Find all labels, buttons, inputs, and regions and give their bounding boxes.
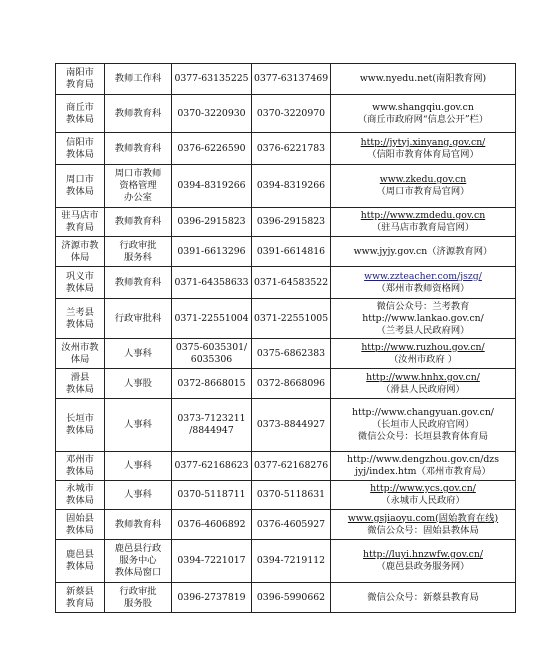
unit-name-text: 教体局 bbox=[66, 318, 94, 330]
unit-name-text: 商丘市 bbox=[66, 101, 94, 113]
department-cell bbox=[105, 583, 172, 613]
website-text: 微信公众号：固始县教体局 bbox=[367, 524, 479, 536]
unit-name-cell bbox=[56, 64, 105, 95]
table-body bbox=[56, 64, 516, 613]
phone-text: 0394-7221017 bbox=[177, 555, 246, 566]
department-cell bbox=[105, 452, 172, 481]
phone-cell bbox=[172, 369, 252, 399]
unit-name-text: 教体局 bbox=[66, 495, 94, 506]
website-text: （鹿邑县政务服务网） bbox=[376, 561, 470, 572]
fax-text: 0377-63137469 bbox=[254, 73, 329, 84]
unit-name-text: 新蔡县 bbox=[66, 585, 94, 597]
fax-text: 0396-5990662 bbox=[256, 591, 326, 603]
website-text: www.nyedu.net(南阳教育网) bbox=[359, 73, 487, 84]
table-row bbox=[56, 208, 516, 237]
website-text: （驻马店市教育局官网） bbox=[371, 222, 475, 233]
department-cell bbox=[105, 237, 172, 267]
fax-cell bbox=[252, 237, 331, 267]
phone-cell bbox=[172, 165, 252, 208]
website-text: http://www.dengzhou.gov.cn/dzs bbox=[347, 454, 499, 465]
fax-text: 0396-2915823 bbox=[256, 216, 326, 227]
website-cell bbox=[331, 540, 516, 583]
website-cell bbox=[331, 64, 516, 95]
unit-name-text: 教育局 bbox=[66, 79, 94, 90]
phone-text: 0372-8668015 bbox=[177, 377, 246, 389]
department-text: 周口市教师 bbox=[114, 168, 162, 179]
website-text: （长垣市人民政府官网） bbox=[371, 419, 475, 430]
website-text: （汝州市政府 ） bbox=[388, 353, 458, 365]
phone-text: 0396-2915823 bbox=[177, 216, 246, 227]
unit-name-text: 教育局 bbox=[66, 597, 94, 609]
website-text: 微信公众号：新蔡县教育局 bbox=[367, 591, 479, 603]
department-text: 教体局窗口 bbox=[114, 567, 162, 578]
phone-cell bbox=[172, 208, 252, 237]
phone-text: 0370-3220930 bbox=[177, 107, 246, 119]
department-text: 人事股 bbox=[124, 377, 152, 389]
table-row bbox=[56, 481, 516, 510]
contact-table bbox=[55, 63, 516, 613]
website-cell bbox=[331, 399, 516, 452]
unit-name-text: 教体局 bbox=[66, 282, 94, 294]
unit-name-cell bbox=[56, 540, 105, 583]
website-link[interactable]: http://www.ycs.gov.cn/ bbox=[370, 483, 476, 494]
phone-text: 0396-2737819 bbox=[177, 591, 246, 603]
fax-cell bbox=[252, 95, 331, 133]
website-text: jyj/index.htm（邓州市教育局） bbox=[355, 466, 491, 477]
table-row bbox=[56, 452, 516, 481]
table-row bbox=[56, 369, 516, 399]
table-row bbox=[56, 95, 516, 133]
unit-name-cell bbox=[56, 95, 105, 133]
unit-name-cell bbox=[56, 237, 105, 267]
unit-name-cell bbox=[56, 267, 105, 299]
website-text: （郑州市教师资格网） bbox=[376, 282, 470, 294]
unit-name-cell bbox=[56, 583, 105, 613]
fax-cell bbox=[252, 165, 331, 208]
fax-cell bbox=[252, 64, 331, 95]
phone-cell bbox=[172, 399, 252, 452]
website-cell bbox=[331, 267, 516, 299]
unit-name-text: 教体局 bbox=[66, 186, 94, 197]
phone-cell bbox=[172, 583, 252, 613]
website-link[interactable]: http://luyi.hnzwfw.gov.cn/ bbox=[362, 549, 483, 560]
department-text: 人事科 bbox=[124, 419, 152, 430]
phone-text: 0371-64358633 bbox=[174, 276, 249, 288]
fax-cell bbox=[252, 133, 331, 165]
unit-name-cell bbox=[56, 510, 105, 540]
website-link[interactable]: http://www.zmdedu.gov.cn bbox=[360, 210, 486, 221]
website-cell bbox=[331, 95, 516, 133]
website-text: 微信公众号：长垣县教育体育局 bbox=[357, 431, 489, 442]
phone-cell bbox=[172, 237, 252, 267]
website-text: （滑县人民政府网） bbox=[381, 383, 465, 395]
unit-name-text: 教体局 bbox=[66, 383, 94, 395]
fax-cell bbox=[252, 510, 331, 540]
department-text: 教师教育科 bbox=[114, 107, 162, 119]
fax-cell bbox=[252, 399, 331, 452]
unit-name-text: 体局 bbox=[70, 353, 90, 365]
department-cell bbox=[105, 208, 172, 237]
department-cell bbox=[105, 64, 172, 95]
website-cell bbox=[331, 208, 516, 237]
fax-text: 0377-62168276 bbox=[254, 460, 329, 471]
unit-name-cell bbox=[56, 339, 105, 369]
website-text: www.shangqiu.gov.cn bbox=[372, 101, 474, 113]
unit-name-text: 鹿邑县 bbox=[66, 549, 94, 560]
website-link[interactable]: www.zkedu.gov.cn bbox=[379, 174, 467, 185]
unit-name-text: 教体局 bbox=[66, 466, 94, 477]
fax-text: 0370-3220970 bbox=[256, 107, 326, 119]
website-text: （兰考县人民政府网） bbox=[376, 324, 470, 336]
fax-text: 0376-6221783 bbox=[256, 142, 326, 154]
phone-cell bbox=[172, 267, 252, 299]
phone-text: 0373-7123211 bbox=[177, 413, 246, 424]
department-cell bbox=[105, 540, 172, 583]
department-cell bbox=[105, 299, 172, 339]
unit-name-text: 周口市 bbox=[66, 174, 94, 185]
website-cell bbox=[331, 452, 516, 481]
unit-name-text: 教体局 bbox=[66, 524, 94, 536]
fax-cell bbox=[252, 369, 331, 399]
phone-cell bbox=[172, 64, 252, 95]
phone-cell bbox=[172, 299, 252, 339]
fax-cell bbox=[252, 208, 331, 237]
unit-name-text: 长垣市 bbox=[66, 413, 94, 424]
table-row bbox=[56, 133, 516, 165]
department-text: 办公室 bbox=[124, 192, 152, 203]
unit-name-text: 教体局 bbox=[66, 148, 94, 160]
phone-text: 0377-63135225 bbox=[174, 73, 249, 84]
department-cell bbox=[105, 95, 172, 133]
fax-text: 0394-8319266 bbox=[256, 180, 326, 191]
website-text: http://www.lankao.gov.cn/ bbox=[362, 312, 484, 324]
fax-text: 0373-8844927 bbox=[256, 419, 326, 430]
unit-name-text: 巩义市 bbox=[66, 270, 94, 282]
department-cell bbox=[105, 133, 172, 165]
department-text: 人事科 bbox=[124, 460, 152, 471]
fax-text: 0371-64583522 bbox=[254, 276, 329, 288]
website-cell bbox=[331, 510, 516, 540]
website-link[interactable]: www.gsjiaoyu.com(固始教育在线) bbox=[347, 512, 499, 524]
website-cell bbox=[331, 481, 516, 510]
phone-cell bbox=[172, 95, 252, 133]
fax-cell bbox=[252, 452, 331, 481]
department-cell bbox=[105, 339, 172, 369]
phone-cell bbox=[172, 481, 252, 510]
department-text: 服务科 bbox=[124, 251, 152, 263]
phone-text: 0377-62168623 bbox=[174, 460, 249, 471]
table-row bbox=[56, 237, 516, 267]
fax-cell bbox=[252, 299, 331, 339]
website-text: http://www.changyuan.gov.cn/ bbox=[352, 407, 494, 418]
department-text: 鹿邑县行政 bbox=[114, 543, 162, 554]
unit-name-cell bbox=[56, 481, 105, 510]
phone-text: 0376-6226590 bbox=[177, 142, 246, 154]
fax-cell bbox=[252, 540, 331, 583]
unit-name-cell bbox=[56, 165, 105, 208]
department-cell bbox=[105, 267, 172, 299]
table-row bbox=[56, 510, 516, 540]
unit-name-text: 固始县 bbox=[66, 512, 94, 524]
phone-text: 6035306 bbox=[190, 353, 233, 365]
table-row bbox=[56, 583, 516, 613]
department-text: 教师教育科 bbox=[114, 216, 162, 227]
unit-name-text: 教体局 bbox=[66, 113, 94, 125]
website-link[interactable]: http://jytyj.xinyang.gov.cn/ bbox=[360, 136, 486, 148]
fax-cell bbox=[252, 267, 331, 299]
department-text: 教师教育科 bbox=[114, 276, 162, 288]
department-text: 教师教育科 bbox=[114, 518, 162, 530]
table-row bbox=[56, 399, 516, 452]
unit-name-text: 济源市教 bbox=[61, 239, 99, 251]
department-text: 行政审批 bbox=[119, 239, 157, 251]
phone-text: 0394-8319266 bbox=[177, 180, 246, 191]
fax-text: 0391-6614816 bbox=[256, 245, 326, 257]
table-row bbox=[56, 339, 516, 369]
department-cell bbox=[105, 481, 172, 510]
phone-cell bbox=[172, 540, 252, 583]
website-text: （周口市教育局官网） bbox=[376, 186, 470, 197]
department-text: 人事科 bbox=[124, 489, 152, 500]
website-text: 微信公众号：兰考教育 bbox=[376, 300, 470, 312]
phone-text: 0375-6035301/ bbox=[175, 341, 248, 353]
department-text: 行政审批科 bbox=[114, 312, 162, 324]
department-text: 行政审批 bbox=[119, 585, 157, 597]
phone-text: /8844947 bbox=[189, 425, 234, 436]
phone-cell bbox=[172, 510, 252, 540]
unit-name-text: 永城市 bbox=[66, 483, 94, 494]
phone-cell bbox=[172, 339, 252, 369]
table-row bbox=[56, 64, 516, 95]
unit-name-cell bbox=[56, 133, 105, 165]
unit-name-cell bbox=[56, 399, 105, 452]
website-link[interactable]: www.zzteacher.com/jszg/ bbox=[364, 270, 482, 282]
department-text: 教师教育科 bbox=[114, 142, 162, 154]
unit-name-text: 体局 bbox=[70, 251, 90, 263]
website-text: （信阳市教育体育局官网） bbox=[367, 148, 479, 160]
fax-cell bbox=[252, 481, 331, 510]
fax-text: 0371-22551005 bbox=[254, 312, 329, 324]
website-cell bbox=[331, 369, 516, 399]
unit-name-cell bbox=[56, 208, 105, 237]
website-cell bbox=[331, 133, 516, 165]
department-text: 服务中心 bbox=[119, 555, 157, 566]
unit-name-text: 滑县 bbox=[70, 371, 90, 383]
fax-text: 0394-7219112 bbox=[256, 555, 326, 566]
unit-name-text: 南阳市 bbox=[66, 67, 94, 78]
phone-cell bbox=[172, 133, 252, 165]
website-text: www.jyjy.gov.cn（济源教育网） bbox=[353, 245, 493, 257]
phone-text: 0391-6613296 bbox=[177, 245, 246, 257]
fax-text: 0372-8668096 bbox=[256, 377, 326, 389]
website-cell bbox=[331, 299, 516, 339]
unit-name-text: 兰考县 bbox=[66, 306, 94, 318]
table-row bbox=[56, 540, 516, 583]
department-text: 人事科 bbox=[124, 347, 152, 359]
fax-cell bbox=[252, 583, 331, 613]
phone-text: 0370-5118711 bbox=[177, 489, 246, 500]
department-cell bbox=[105, 510, 172, 540]
website-link[interactable]: http://www.hnhx.gov.cn/ bbox=[366, 371, 480, 383]
website-cell bbox=[331, 165, 516, 208]
unit-name-text: 教体局 bbox=[66, 561, 94, 572]
unit-name-text: 教体局 bbox=[66, 425, 94, 436]
phone-text: 0371-22551004 bbox=[174, 312, 249, 324]
unit-name-text: 教育局 bbox=[66, 222, 94, 233]
website-cell bbox=[331, 583, 516, 613]
department-cell bbox=[105, 369, 172, 399]
fax-text: 0370-5118631 bbox=[256, 489, 326, 500]
unit-name-cell bbox=[56, 299, 105, 339]
unit-name-text: 驻马店市 bbox=[61, 210, 99, 221]
department-cell bbox=[105, 165, 172, 208]
table-row bbox=[56, 165, 516, 208]
unit-name-cell bbox=[56, 452, 105, 481]
unit-name-cell bbox=[56, 369, 105, 399]
phone-cell bbox=[172, 452, 252, 481]
fax-text: 0375-6862383 bbox=[256, 347, 326, 359]
table-row bbox=[56, 267, 516, 299]
unit-name-text: 汝州市教 bbox=[61, 341, 99, 353]
website-cell bbox=[331, 339, 516, 369]
department-text: 资格管理 bbox=[119, 180, 157, 191]
fax-text: 0376-4605927 bbox=[256, 518, 326, 530]
website-link[interactable]: http://www.ruzhou.gov.cn/ bbox=[361, 341, 485, 353]
table-row bbox=[56, 299, 516, 339]
website-cell bbox=[331, 237, 516, 267]
website-text: （永城市人民政府） bbox=[381, 495, 465, 506]
website-text: （商丘市政府网“信息公开”栏） bbox=[357, 113, 489, 125]
unit-name-text: 邓州市 bbox=[66, 454, 94, 465]
department-text: 教师工作科 bbox=[114, 73, 162, 84]
contact-table-page bbox=[55, 63, 516, 613]
fax-cell bbox=[252, 339, 331, 369]
department-text: 服务股 bbox=[124, 597, 152, 609]
phone-text: 0376-4606892 bbox=[177, 518, 246, 530]
unit-name-text: 信阳市 bbox=[66, 136, 94, 148]
department-cell bbox=[105, 399, 172, 452]
